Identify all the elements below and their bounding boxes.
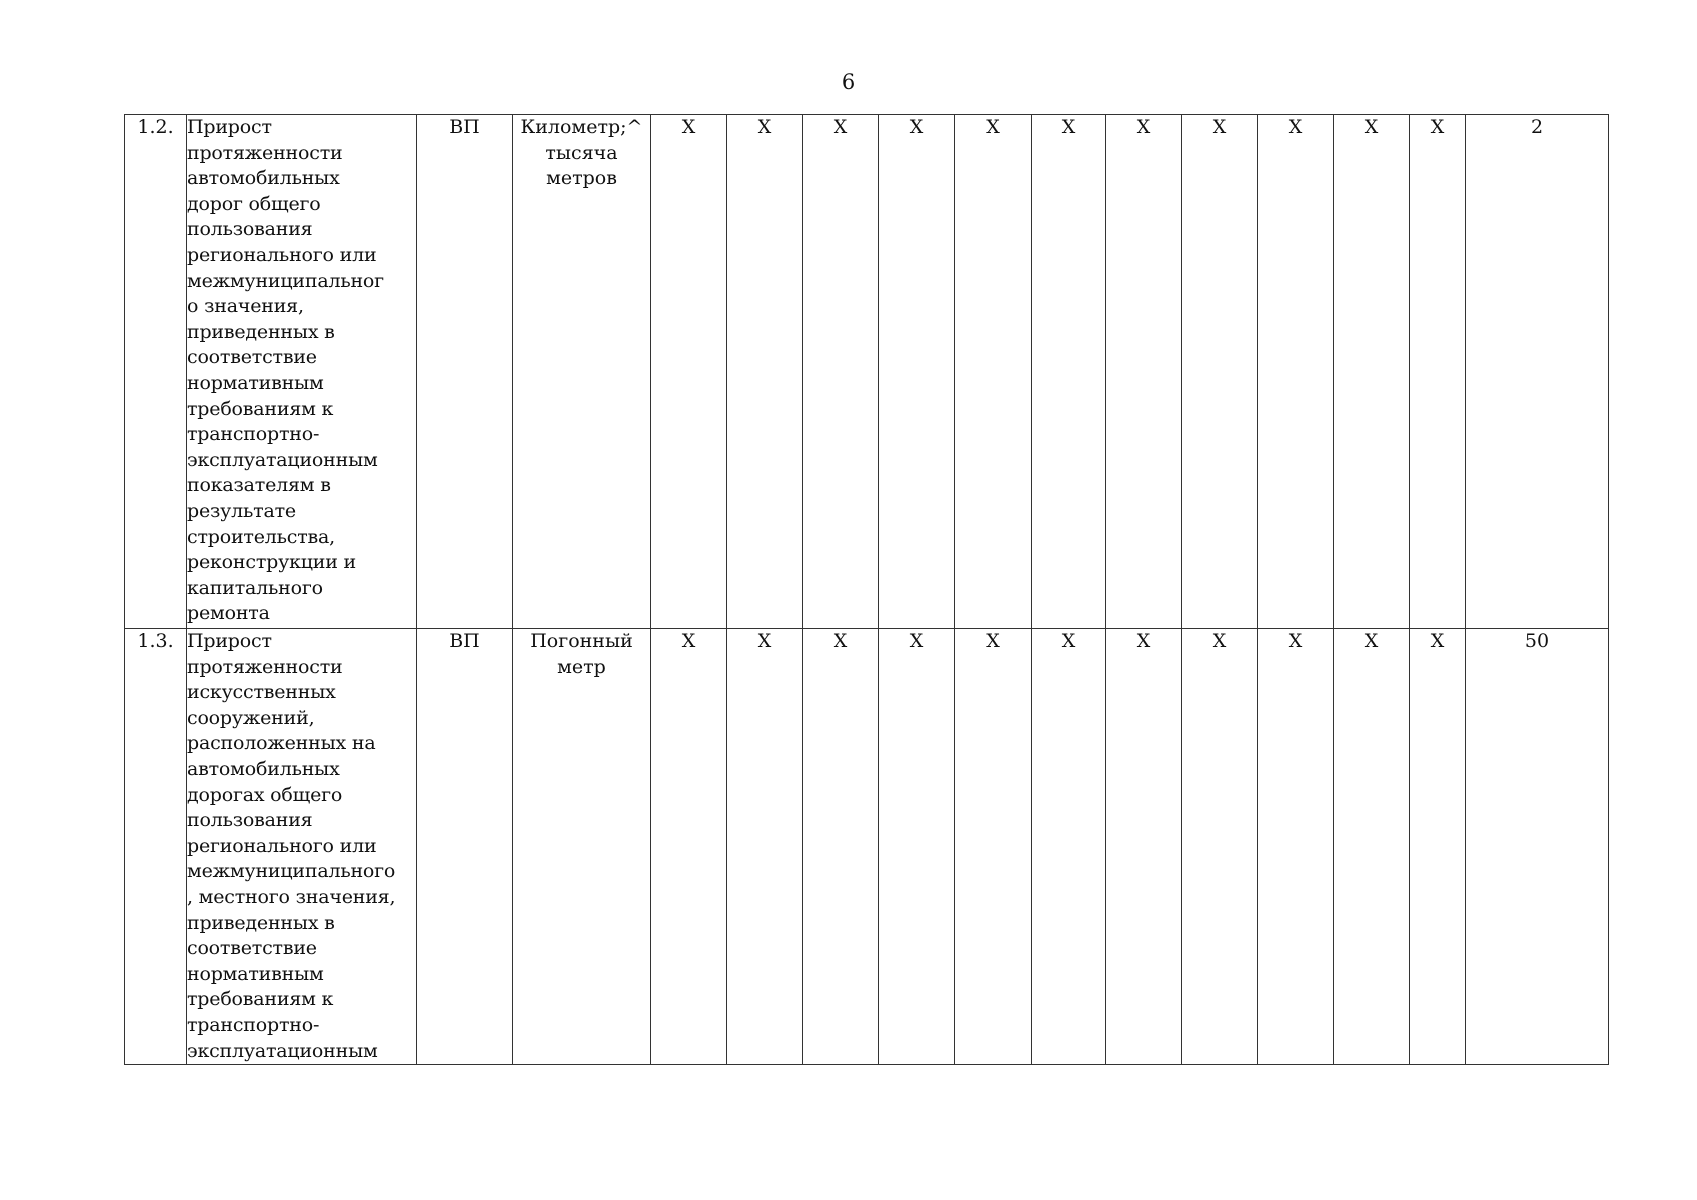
x-cell: X	[1410, 115, 1466, 629]
row-number: 1.3.	[125, 629, 187, 1065]
x-cell: X	[1410, 629, 1466, 1065]
x-cell: X	[879, 629, 955, 1065]
page-number: 6	[841, 70, 856, 94]
indicator-value: 50	[1466, 629, 1609, 1065]
x-cell: X	[1032, 629, 1106, 1065]
indicator-value: 2	[1466, 115, 1609, 629]
table-row	[125, 629, 1609, 1065]
x-cell: X	[1258, 629, 1334, 1065]
x-cell: X	[1032, 115, 1106, 629]
x-cell: X	[1334, 629, 1410, 1065]
row-number: 1.2.	[125, 115, 187, 629]
table-row	[125, 115, 1609, 629]
x-cell: X	[1258, 115, 1334, 629]
x-cell: X	[1182, 629, 1258, 1065]
x-cell: X	[1182, 115, 1258, 629]
indicator-type: ВП	[417, 629, 513, 1065]
unit-of-measure: Километр;^ тысяча метров	[513, 115, 651, 629]
x-cell: X	[955, 115, 1032, 629]
x-cell: X	[1106, 115, 1182, 629]
indicators-table	[124, 114, 1609, 1065]
x-cell: X	[879, 115, 955, 629]
indicator-name: Прирост протяженности автомобильных дорог общего пользования регионального или межмуниципальног о значения, приведенных в соответствие нормативным требованиям к транспортно- эксплуатационным показателям в результате строительства, реконструкции и капитального ремонта	[187, 115, 417, 629]
x-cell: X	[651, 629, 727, 1065]
x-cell: X	[727, 629, 803, 1065]
x-cell: X	[1106, 629, 1182, 1065]
unit-of-measure: Погонный метр	[513, 629, 651, 1065]
x-cell: X	[651, 115, 727, 629]
x-cell: X	[803, 629, 879, 1065]
x-cell: X	[1334, 115, 1410, 629]
indicator-type: ВП	[417, 115, 513, 629]
x-cell: X	[955, 629, 1032, 1065]
x-cell: X	[803, 115, 879, 629]
indicator-name: Прирост протяженности искусственных сооружений, расположенных на автомобильных дорогах общего пользования регионального или межмуниципального , местного значения, приведенных в соответствие нормативным требованиям к транспортно- эксплуатационным	[187, 629, 417, 1065]
x-cell: X	[727, 115, 803, 629]
